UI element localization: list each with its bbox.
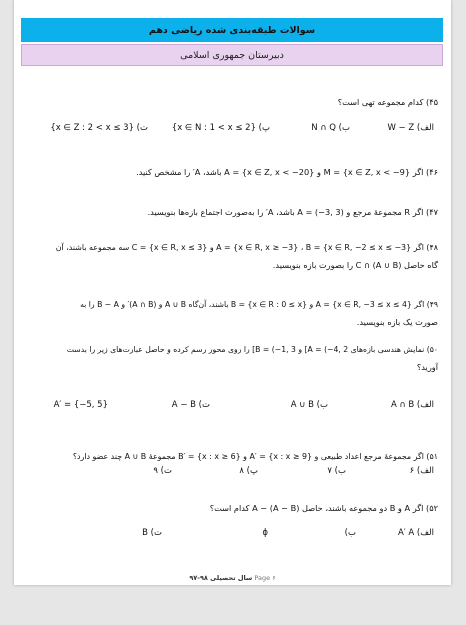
- question-50-line-1: ۵۰) نمایش هندسی بازه‌های A = (−4, 2] و B = (−1, 3] را روی محور رسم کرده و حاصل عبارت‌های زیر را بدست: [66, 345, 438, 354]
- school-year: سال تحصیلی ۹۸-۹۷: [189, 574, 253, 582]
- question-47: ۴۷) اگر R مجموعهٔ مرجع و A = (−3, 3) باشد، A′ را به‌صورت اجتماع بازه‌ها بنویسید.: [147, 207, 438, 217]
- question-51: ۵۱) اگر مجموعهٔ مرجع اعداد طبیعی و A′ = {x : x ≥ 9} و B′ = {x : x ≥ 6} مجموعهٔ A ∪ B چند عضو دارد؟: [72, 452, 438, 461]
- option-c: پ) ۸: [239, 466, 258, 476]
- option-b: ب) A ∪ B: [290, 400, 328, 410]
- school-name: دبیرستان جمهوری اسلامی: [21, 44, 443, 66]
- option-c: ϕ: [262, 528, 268, 538]
- option-a: الف) ۶: [409, 466, 434, 476]
- option-d: ت) {x ∈ Z : 2 < x ≤ 3}: [50, 123, 148, 133]
- question-48-line-1: ۴۸) اگر A = {x ∈ R, x ≥ −3} ، B = {x ∈ R, −2 ≤ x ≤ −3} و C = {x ∈ R, x ≤ 3} سه مجموعه باشند، آن: [55, 243, 438, 252]
- option-b: ب) N ∩ Q: [311, 123, 350, 133]
- question-50-line-2: آورید؟: [416, 362, 438, 372]
- option-c: ت) A − B: [171, 400, 210, 410]
- option-d: A′ = {−5, 5}: [53, 400, 108, 410]
- page-title: سوالات طبقه‌بندی شده ریاضی دهم: [21, 18, 443, 42]
- question-51-options: [26, 466, 438, 482]
- question-49-line-1: ۴۹) اگر A = {x ∈ R, −3 ≤ x ≤ 4} و B = {x ∈ R : 0 ≤ x} باشند، آن‌گاه A ∪ B و (A ∩ B)′ و B − A را به: [80, 300, 438, 309]
- option-c: پ) {x ∈ N : 1 < x ≤ 2}: [171, 123, 270, 133]
- option-b: ب): [344, 528, 356, 538]
- question-45: ۴۵) کدام مجموعه تهی است؟: [337, 97, 438, 107]
- option-a: الف) A′ A: [397, 528, 434, 538]
- option-a: الف) A ∩ B: [390, 400, 434, 410]
- option-d: ت) B: [142, 528, 162, 538]
- question-46: ۴۶) اگر M = {x ∈ Z, x < −9} و A = {x ∈ Z, x < −20} باشد، A′ را مشخص کنید.: [136, 167, 438, 177]
- question-48-line-2: گاه حاصل (A ∪ B) ∩ C را بصورت بازه بنویسید.: [272, 260, 438, 270]
- option-a: الف) W − Z: [387, 123, 434, 133]
- page-footer: [14, 574, 451, 582]
- document-page: [14, 0, 451, 585]
- question-52-options: [26, 528, 438, 544]
- question-52: ۵۲) اگر A و B دو مجموعه باشند، حاصل (A − B) − A کدام است؟: [209, 503, 438, 513]
- option-d: ت) ۹: [153, 466, 172, 476]
- page-number: Page ۶: [254, 574, 276, 582]
- question-50-options: [26, 400, 438, 416]
- option-b: ب) ۷: [327, 466, 346, 476]
- question-49-line-2: صورت یک بازه بنویسید.: [356, 317, 438, 327]
- question-45-options: [26, 123, 438, 139]
